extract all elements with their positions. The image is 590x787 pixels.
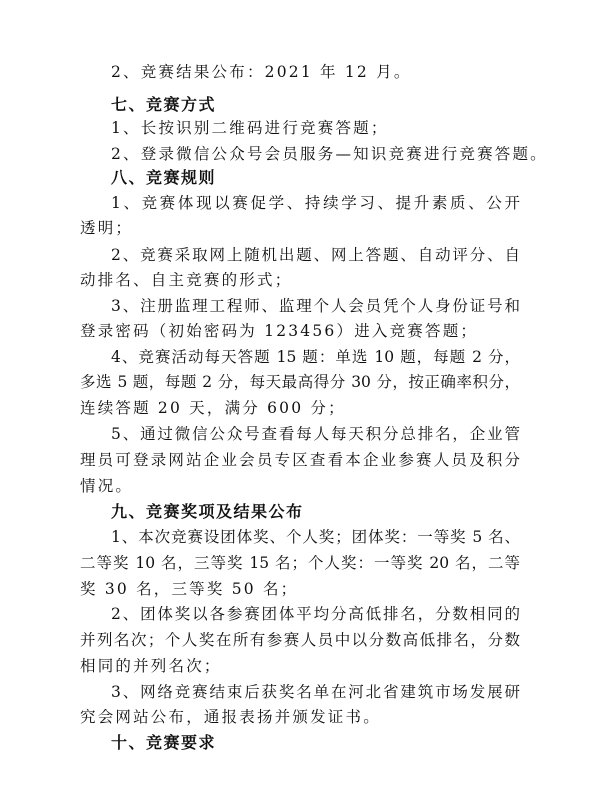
rule-5-line-a: 5、通过微信公众号查看每人每天积分总排名，企业管	[111, 425, 520, 443]
rule-5-line-b: 理员可登录网站企业会员专区查看本企业参赛人员及积分	[80, 451, 520, 469]
award-2-line-a: 2、团体奖以各参赛团体平均分高低排名，分数相同的	[111, 605, 520, 623]
rule-2-line-b: 动排名、自主竞赛的形式；	[80, 271, 293, 289]
rule-1-line-a: 1、竞赛体现以赛促学、持续学习、提升素质、公开	[111, 194, 520, 212]
result-announcement-line: 2、竞赛结果公布：2021 年 12 月。	[111, 63, 412, 81]
rule-5-line-c: 情况。	[80, 477, 134, 495]
section-9-heading: 九、竞赛奖项及结果公布	[111, 502, 304, 521]
rule-4-line-a: 4、竞赛活动每天答题 15 题：单选 10 题，每题 2 分，	[111, 348, 520, 366]
rule-3-line-b: 登录密码（初始密码为 123456）进入竞赛答题；	[80, 322, 479, 340]
method-1-line: 1、长按识别二维码进行竞赛答题；	[111, 119, 389, 137]
award-3-line-b: 究会网站公布，通报表扬并颁发证书。	[80, 708, 381, 726]
section-7-heading: 七、竞赛方式	[111, 95, 217, 114]
award-3-line-a: 3、网络竞赛结束后获奖名单在河北省建筑市场发展研	[111, 683, 520, 701]
rule-4-line-c: 连续答题 20 天，满分 600 分；	[80, 399, 346, 417]
award-2-line-c: 相同的并列名次；	[80, 657, 222, 675]
method-2-line: 2、登录微信公众号会员服务—知识竞赛进行竞赛答题。	[111, 145, 548, 163]
rule-2-line-a: 2、竞赛采取网上随机出题、网上答题、自动评分、自	[111, 246, 520, 264]
award-1-line-c: 奖 30 名，三等奖 50 名；	[80, 580, 299, 598]
award-2-line-b: 并列名次；个人奖在所有参赛人员中以分数高低排名，分数	[80, 631, 520, 649]
section-10-heading: 十、竞赛要求	[111, 733, 217, 752]
award-1-line-b: 二等奖 10 名，三等奖 15 名；个人奖：一等奖 20 名，二等	[80, 554, 520, 572]
rule-1-line-b: 透明；	[80, 219, 134, 237]
section-8-heading: 八、竞赛规则	[111, 168, 217, 187]
rule-4-line-b: 多选 5 题，每题 2 分，每天最高得分 30 分，按正确率积分，	[80, 373, 520, 391]
award-1-line-a: 1、本次竞赛设团体奖、个人奖；团体奖：一等奖 5 名、	[111, 528, 520, 546]
rule-3-line-a: 3、注册监理工程师、监理个人会员凭个人身份证号和	[111, 297, 520, 315]
